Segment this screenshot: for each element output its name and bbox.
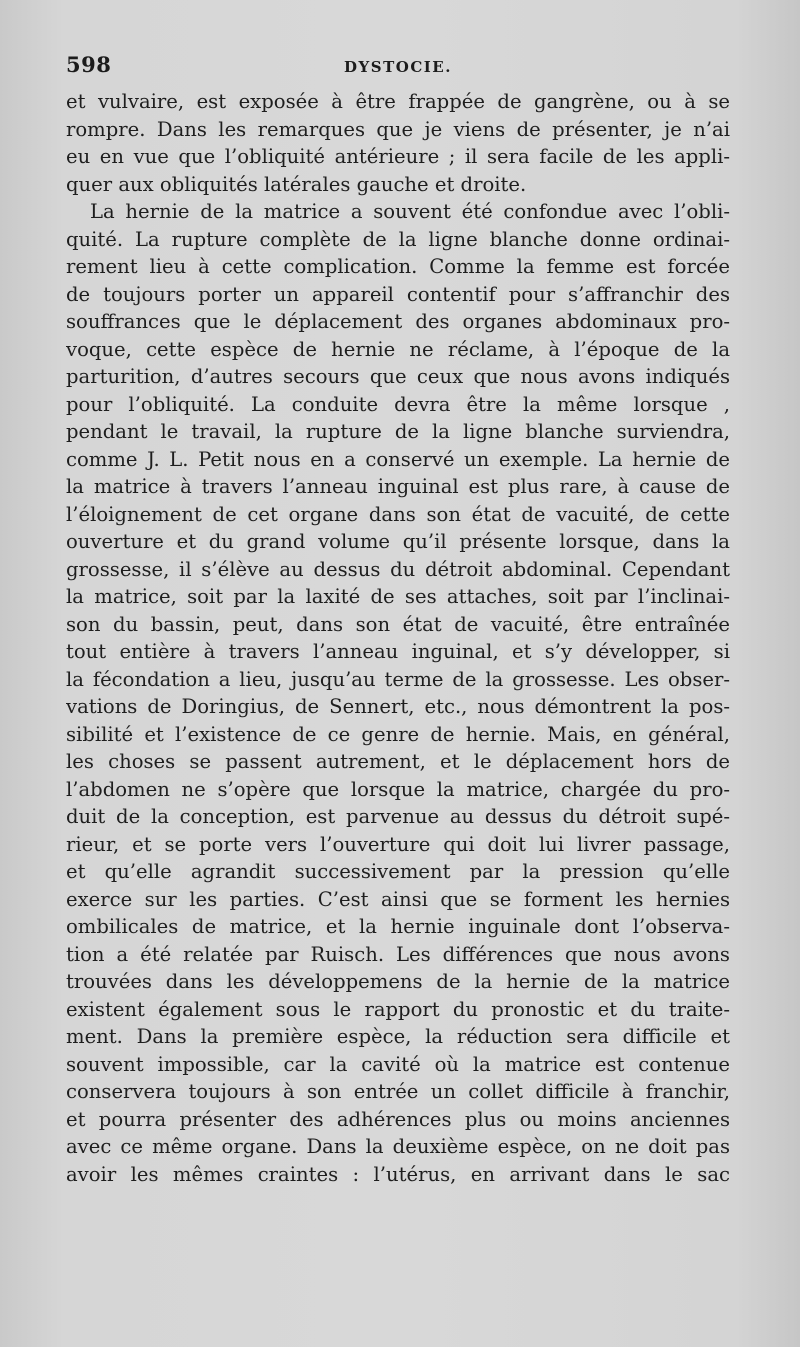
text-line: la matrice, soit par la laxité de ses attaches, soit par l’inclinai- [66,585,730,608]
text-line: trouvées dans les développemens de la hernie de la matrice [66,970,730,993]
text-line: tout entière à travers l’anneau inguinal, et s’y développer, si [66,640,730,663]
text-line: duit de la conception, est parvenue au dessus du détroit supé- [66,805,730,828]
text-line: La hernie de la matrice a souvent été confondue avec l’obli- [90,200,730,223]
text-line: tion a été relatée par Ruisch. Les différences que nous avons [66,942,730,966]
text-line: existent également sous le rapport du pronostic et du traite- [66,997,730,1021]
text-line: et qu’elle agrandit successivement par la pression qu’elle [66,860,730,883]
text-line: grossesse, il s’élève au dessus du détroit abdominal. Cependant [66,557,730,581]
text-line: rieur, et se porte vers l’ouverture qui doit lui livrer passage, [66,832,730,856]
text-line: la matrice à travers l’anneau inguinal est plus rare, à cause de [66,475,730,498]
text-line: de toujours porter un appareil contentif pour s’affranchir des [66,282,730,306]
text-line: ment. Dans la première espèce, la réduction sera difficile et [66,1025,730,1048]
page-number: 598 [66,52,112,77]
text-line: comme J. L. Petit nous en a conservé un exemple. La hernie de [66,447,730,471]
text-line: pendant le travail, la rupture de la ligne blanche surviendra, [66,420,730,443]
text-line: exerce sur les parties. C’est ainsi que se forment les hernies [66,887,730,911]
text-line: ombilicales de matrice, et la hernie inguinale dont l’observa- [66,915,730,938]
text-line: eu en vue que l’obliquité antérieure ; il sera facile de les appli- [66,145,730,168]
text-line: et vulvaire, est exposée à être frappée de gangrène, ou à se [66,90,730,113]
text-line: avec ce même organe. Dans la deuxième espèce, on ne doit pas [66,1135,730,1158]
text-line: souffrances que le déplacement des organes abdominaux pro- [66,310,730,333]
text-line: pour l’obliquité. La conduite devra être la même lorsque , [66,392,730,416]
text-line: son du bassin, peut, dans son état de vacuité, être entraînée [66,612,730,636]
page-header [66,52,730,82]
text-line: la fécondation a lieu, jusqu’au terme de la grossesse. Les obser- [66,667,730,691]
running-title: DYSTOCIE. [344,58,452,76]
body-text [66,88,730,1188]
text-line: avoir les mêmes craintes : l’utérus, en arrivant dans le sac [66,1162,730,1186]
text-line: quer aux obliquités latérales gauche et droite. [66,172,527,196]
text-line: l’abdomen ne s’opère que lorsque la matrice, chargée du pro- [66,777,730,801]
text-line: conservera toujours à son entrée un collet difficile à franchir, [66,1080,730,1103]
text-line: et pourra présenter des adhérences plus ou moins anciennes [66,1107,730,1131]
text-line: rompre. Dans les remarques que je viens de présenter, je n’ai [66,117,730,141]
text-line: ouverture et du grand volume qu’il présente lorsque, dans la [66,530,730,553]
text-line: souvent impossible, car la cavité où la matrice est contenue [66,1052,730,1076]
text-line: quité. La rupture complète de la ligne blanche donne ordinai- [66,227,730,251]
text-line: rement lieu à cette complication. Comme la femme est forcée [66,255,730,278]
text-line: voque, cette espèce de hernie ne réclame, à l’époque de la [66,337,730,361]
text-line: l’éloignement de cet organe dans son état de vacuité, de cette [66,502,730,526]
text-line: vations de Doringius, de Sennert, etc., nous démontrent la pos- [66,695,730,718]
text-line: sibilité et l’existence de ce genre de hernie. Mais, en général, [66,722,730,746]
text-line: parturition, d’autres secours que ceux que nous avons indiqués [66,365,730,388]
text-line: les choses se passent autrement, et le déplacement hors de [66,750,730,773]
